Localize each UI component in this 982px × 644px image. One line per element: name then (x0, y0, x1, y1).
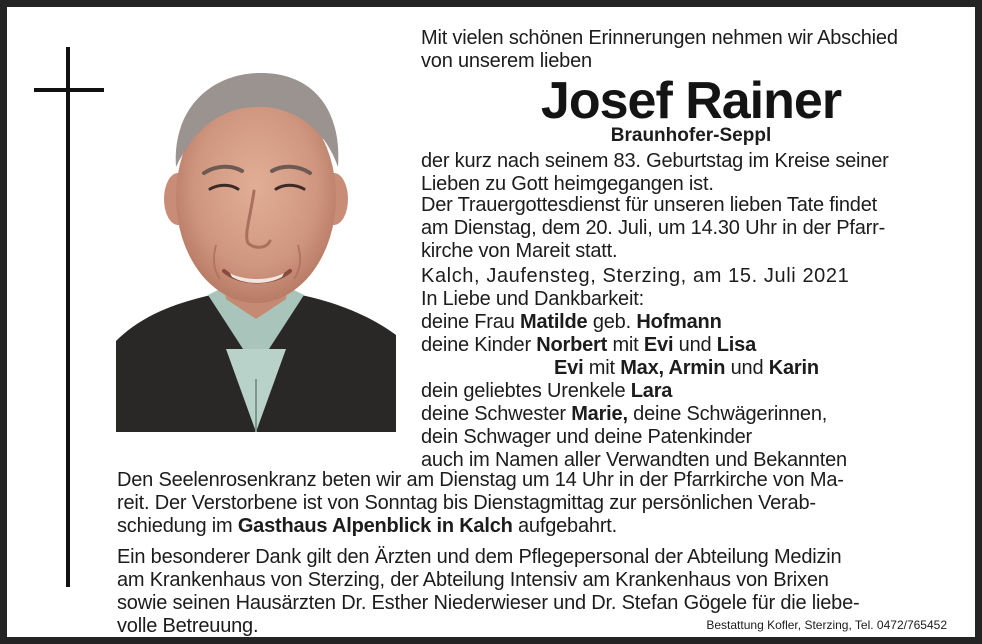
mourner-relatives: auch im Namen aller Verwandten und Bekannten (421, 449, 847, 471)
mourners-heading: In Liebe und Dankbarkeit: (421, 288, 644, 310)
thanks-line-4: volle Betreuung. (117, 615, 259, 637)
mourner-grandchild-parent: Evi (554, 357, 584, 379)
intro-line-1: Mit vielen schönen Erinnerungen nehmen wir Abschied (421, 27, 898, 49)
mourner-child-2: Evi (643, 334, 674, 356)
mourner-sister-prefix: deine Schwester (421, 403, 572, 425)
rosary-line-3-suffix: aufgebahrt. (512, 515, 618, 537)
mourner-great-grandchild-prefix: dein geliebtes Urenkele (421, 380, 631, 402)
mourner-wife-name: Matilde (519, 311, 588, 333)
rosary-line-2: reit. Der Verstorbene ist von Sonntag bis Dienstagmittag zur persönlichen Verab- (117, 492, 816, 514)
mourner-grandchildren (421, 357, 847, 380)
mourner-grandchildren-mid-0: mit (583, 357, 621, 379)
mourner-sister-name: Marie, (571, 403, 628, 425)
rosary-line-3 (117, 515, 844, 538)
announcement-line-2: Lieben zu Gott heimgegangen ist. (421, 173, 714, 195)
thanks-line-2: am Krankenhaus von Sterzing, der Abteilung Intensiv am Krankenhaus von Brixen (117, 569, 829, 591)
mourner-wife-prefix: deine Frau (421, 311, 520, 333)
mourner-brother-in-law: dein Schwager und deine Patenkinder (421, 426, 753, 448)
thanks-line-3: sowie seinen Hausärzten Dr. Esther Niederwieser und Dr. Stefan Gögele für die liebe- (117, 592, 860, 614)
mourner-wife-mid: geb. (587, 311, 637, 333)
mourner-sister-suffix: deine Schwägerinnen, (627, 403, 828, 425)
mourner-child-3: Lisa (716, 334, 757, 356)
mourner-child-1: Norbert (536, 334, 608, 356)
rosary-line-3-prefix: schiedung im (117, 515, 238, 537)
mourners-list (421, 288, 847, 472)
announcement-text-1 (421, 150, 889, 196)
thanks-line-1: Ein besonderer Dank gilt den Ärzten und dem Pflegepersonal der Abteilung Medizin (117, 546, 842, 568)
mourner-sister (421, 403, 847, 426)
announcement-line-3: Der Trauergottesdienst für unseren lieben Tate findet (421, 194, 877, 216)
rosary-line-1: Den Seelenrosenkranz beten wir am Dienstag um 14 Uhr in der Pfarrkirche von Ma- (117, 469, 844, 491)
mourner-grandchildren-1: Max, Armin (620, 357, 726, 379)
intro-line-2: von unserem lieben (421, 50, 592, 72)
deceased-name: Josef Rainer (540, 72, 842, 130)
cross-horizontal-bar (34, 88, 104, 92)
mourner-grandchildren-2: Karin (768, 357, 819, 379)
announcement-line-5: kirche von Mareit statt. (421, 240, 618, 262)
mourner-children-prefix: deine Kinder (421, 334, 537, 356)
mourner-children-mid-2: und (673, 334, 717, 356)
mourner-wife-maiden: Hofmann (636, 311, 722, 333)
announcement-line-1: der kurz nach seinem 83. Geburtstag im Kreise seiner (421, 150, 889, 172)
announcement-line-4: am Dienstag, dem 20. Juli, um 14.30 Uhr in der Pfarr- (421, 217, 886, 239)
mourner-grandchildren-mid-1: und (725, 357, 769, 379)
rosary-venue: Gasthaus Alpenblick in Kalch (237, 515, 513, 537)
deceased-nickname: Braunhofer-Seppl (610, 125, 772, 146)
funeral-home-credit: Bestattung Kofler, Sterzing, Tel. 0472/765452 (706, 618, 947, 632)
intro-text (421, 27, 898, 73)
mourner-great-grandchild-name: Lara (630, 380, 673, 402)
cross-vertical-bar (66, 47, 70, 587)
mourner-children (421, 334, 847, 357)
announcement-text-2 (421, 194, 885, 263)
rosary-text (117, 469, 844, 538)
mourner-children-mid-1: mit (607, 334, 644, 356)
mourner-great-grandchild (421, 380, 847, 403)
mourner-wife (421, 311, 847, 334)
portrait-photo (116, 49, 396, 432)
place-date: Kalch, Jaufensteg, Sterzing, am 15. Juli 2021 (421, 265, 850, 287)
